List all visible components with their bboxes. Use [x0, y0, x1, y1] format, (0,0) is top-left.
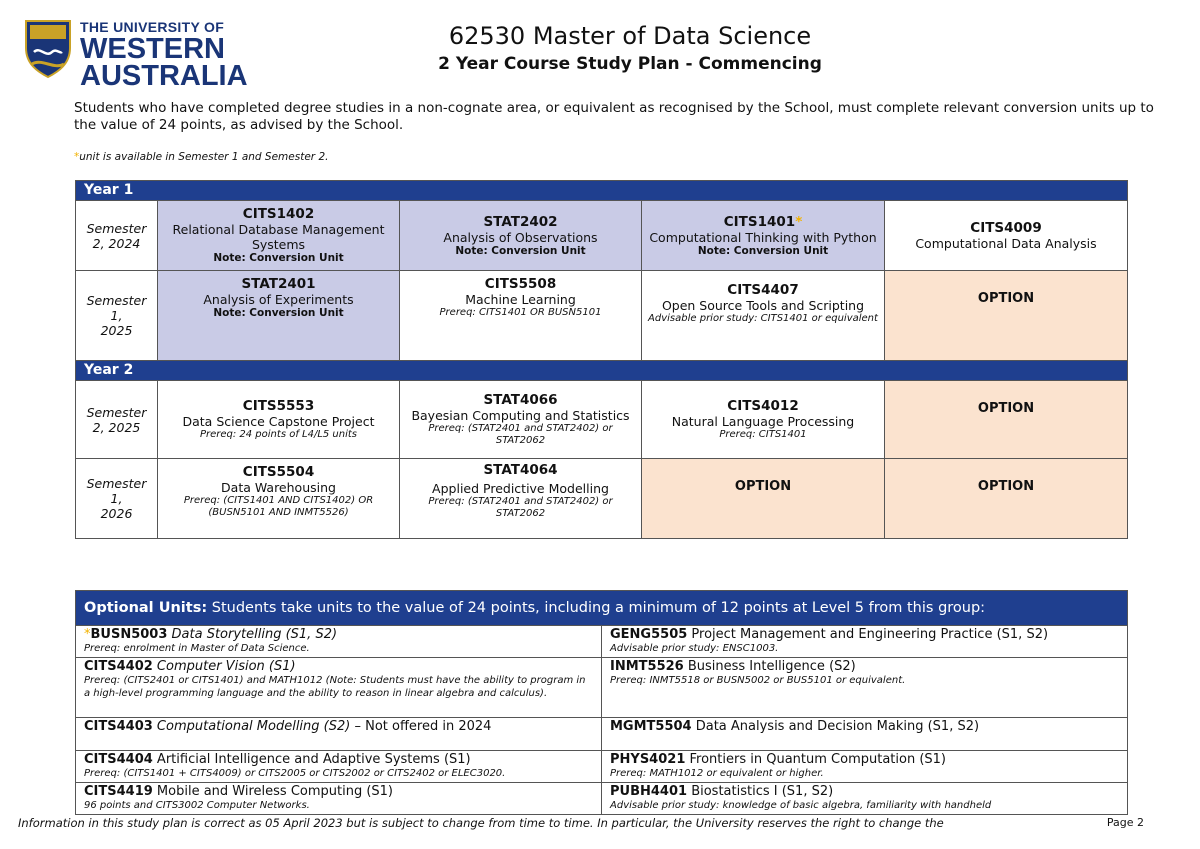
unit-code: BUSN5003	[90, 627, 168, 642]
star-marker: *	[84, 627, 91, 642]
unit-name: Computational Modelling (S2)	[152, 719, 351, 734]
unit-name: Frontiers in Quantum Computation (S1)	[685, 752, 946, 767]
unit-name: Computational Thinking with Python	[649, 229, 877, 245]
unit-code: INMT5526	[610, 659, 684, 674]
optional-units-header	[76, 591, 1128, 626]
table-row	[76, 381, 1128, 459]
unit-code: CITS4402	[84, 659, 153, 674]
unit-name: Data Warehousing	[221, 480, 336, 495]
unit-cell	[400, 271, 642, 361]
table-row	[76, 783, 1128, 815]
footer-disclaimer: Information in this study plan is correct as 05 April 2023 but is subject to change from time to time. In particular, the University reserves the right to change the	[18, 816, 944, 830]
unit-code: CITS4009	[970, 219, 1042, 236]
unit-name: Biostatistics I (S1, S2)	[687, 784, 834, 799]
availability-note-text: unit is available in Semester 1 and Semester 2.	[79, 151, 329, 163]
study-plan-table	[75, 180, 1128, 539]
unit-note: Note: Conversion Unit	[213, 307, 344, 319]
table-row	[76, 459, 1128, 539]
year-1-header	[76, 181, 1128, 201]
unit-cell	[400, 201, 642, 271]
semester-number: 1,	[110, 491, 123, 506]
unit-prereq: 96 points and CITS3002 Computer Networks.	[84, 800, 310, 811]
table-row	[76, 626, 1128, 658]
unit-note: Note: Conversion Unit	[455, 244, 586, 257]
optional-unit	[76, 718, 602, 751]
optional-unit	[602, 626, 1128, 658]
unit-prereq: Prereq: (STAT2401 and STAT2402) or STAT2062	[428, 496, 613, 519]
optional-unit	[602, 783, 1128, 815]
unit-cell	[400, 381, 642, 459]
unit-prereq: Advisable prior study: ENSC1003.	[610, 643, 779, 654]
logo-line-2: WESTERN	[80, 33, 225, 65]
table-row	[76, 658, 1128, 718]
semester-word: Semester	[86, 476, 147, 491]
optional-unit	[602, 751, 1128, 783]
unit-prereq: Prereq: (CITS1401 + CITS4009) or CITS2005 or CITS2002 or CITS2402 or ELEC3020.	[84, 768, 506, 779]
unit-cell	[158, 381, 400, 459]
intro-text: Students who have completed degree studies in a non-cognate area, or equivalent as recognised by the School, must complete relevant conversion units up to the value of 24 points, as advised by the School.	[74, 100, 1154, 133]
unit-prereq: Advisable prior study: CITS1401 or equivalent	[648, 313, 878, 324]
unit-name: Data Analysis and Decision Making (S1, S2)	[691, 719, 980, 734]
unit-name: Machine Learning	[465, 292, 576, 307]
semester-year: 2025	[100, 323, 133, 338]
page-number: Page 2	[1106, 816, 1144, 829]
unit-cell	[885, 201, 1128, 271]
unit-code: CITS4407	[727, 282, 799, 298]
optional-units-description: Students take units to the value of 24 points, including a minimum of 12 points at Level 5 from this group:	[207, 599, 986, 616]
star-marker: *	[795, 213, 803, 230]
optional-unit	[602, 658, 1128, 718]
unit-name: Natural Language Processing	[671, 413, 855, 429]
unit-prereq: Prereq: CITS1401	[719, 428, 807, 440]
unit-code: STAT4064	[483, 462, 558, 478]
unit-code: PHYS4021	[610, 752, 686, 767]
unit-code: MGMT5504	[610, 719, 692, 734]
option-cell: OPTION	[885, 271, 1128, 361]
unit-cell	[642, 271, 885, 361]
table-row	[76, 751, 1128, 783]
star-marker: *	[74, 151, 80, 163]
unit-code: CITS5508	[484, 276, 557, 292]
unit-name: Applied Predictive Modelling	[432, 481, 609, 496]
unit-prereq: Prereq: (CITS2401 or CITS1401) and MATH1012 (Note: Students must have the ability to program in a high-level programming language and the ability to reason in linear algebra and calculus).	[84, 675, 586, 699]
unit-cell	[158, 271, 400, 361]
unit-cell	[642, 381, 885, 459]
unit-name: Artificial Intelligence and Adaptive Systems (S1)	[152, 752, 471, 767]
unit-code: STAT2401	[241, 276, 316, 292]
unit-name: Business Intelligence (S2)	[683, 659, 856, 674]
unit-prereq: Prereq: (STAT2401 and STAT2402) or STAT2062	[428, 422, 613, 446]
unit-code: CITS5553	[242, 397, 315, 414]
table-row	[76, 201, 1128, 271]
unit-name: Project Management and Engineering Practice (S1, S2)	[687, 627, 1049, 642]
year-2-header	[76, 361, 1128, 381]
unit-code: CITS4419	[84, 784, 153, 799]
option-cell: OPTION	[642, 459, 885, 539]
unit-cell	[400, 459, 642, 539]
unit-name: Computer Vision (S1)	[152, 659, 296, 674]
logo-line-1: THE UNIVERSITY OF	[80, 19, 225, 35]
unit-name: Open Source Tools and Scripting	[661, 298, 865, 313]
year-2-label: Year 2	[76, 361, 1128, 381]
unit-code: CITS4404	[84, 752, 153, 767]
semester-number: 1,	[110, 308, 123, 323]
option-cell: OPTION	[885, 381, 1128, 459]
unit-note: Note: Conversion Unit	[213, 252, 344, 264]
unit-code: CITS4403	[84, 719, 153, 734]
unit-code: STAT2402	[483, 213, 558, 230]
unit-cell	[158, 459, 400, 539]
unit-note: Note: Conversion Unit	[697, 244, 829, 257]
optional-units-table	[75, 590, 1128, 815]
semester-label: Semester 2, 2024	[76, 201, 158, 271]
unit-prereq: Prereq: 24 points of L4/L5 units	[199, 428, 358, 440]
unit-name: Data Science Capstone Project	[182, 413, 375, 429]
unit-name: Mobile and Wireless Computing (S1)	[152, 784, 394, 799]
unit-cell	[158, 201, 400, 271]
unit-availability: – Not offered in 2024	[350, 719, 492, 734]
page-title: 62530 Master of Data Science	[448, 22, 812, 50]
page-subtitle: 2 Year Course Study Plan - Commencing	[438, 54, 822, 74]
optional-unit	[76, 626, 602, 658]
unit-code: CITS1402	[242, 206, 315, 222]
optional-units-title: Optional Units:	[84, 599, 208, 616]
unit-code: CITS4012	[727, 397, 799, 414]
table-row	[76, 718, 1128, 751]
availability-note	[74, 151, 328, 163]
unit-name: Analysis of Experiments	[203, 292, 354, 307]
unit-code: CITS1401	[723, 213, 796, 230]
option-cell: OPTION	[885, 459, 1128, 539]
semester-label	[76, 271, 158, 361]
unit-name: Data Storytelling (S1, S2)	[167, 627, 338, 642]
year-1-label: Year 1	[76, 181, 1128, 201]
unit-name: Computational Data Analysis	[915, 235, 1097, 251]
unit-prereq: Prereq: (CITS1401 AND CITS1402) OR (BUSN5101 AND INMT5526)	[183, 495, 374, 518]
optional-unit	[76, 751, 602, 783]
unit-name: Bayesian Computing and Statistics	[411, 407, 630, 423]
unit-cell	[642, 201, 885, 271]
unit-prereq: Prereq: MATH1012 or equivalent or higher.	[610, 768, 824, 779]
table-row	[76, 271, 1128, 361]
semester-label: Semester 2, 2025	[76, 381, 158, 459]
unit-prereq: Advisable prior study: knowledge of basic algebra, familiarity with handheld	[610, 800, 992, 811]
unit-code: PUBH4401	[610, 784, 688, 799]
unit-code-wrap	[646, 215, 880, 230]
semester-word: Semester	[86, 293, 147, 308]
optional-unit	[76, 783, 602, 815]
unit-prereq: Prereq: CITS1401 OR BUSN5101	[439, 307, 602, 318]
unit-code: GENG5505	[610, 627, 688, 642]
unit-name: Analysis of Observations	[443, 229, 598, 245]
unit-code: CITS5504	[242, 464, 315, 480]
unit-prereq: Prereq: enrolment in Master of Data Science.	[84, 643, 310, 654]
optional-unit	[76, 658, 602, 718]
semester-year: 2026	[100, 506, 133, 521]
unit-name: Relational Database Management Systems	[172, 222, 385, 252]
unit-code: STAT4066	[483, 391, 558, 408]
logo-line-3: AUSTRALIA	[80, 60, 248, 92]
optional-unit	[602, 718, 1128, 751]
unit-prereq: Prereq: INMT5518 or BUSN5002 or BUS5101 or equivalent.	[610, 675, 906, 686]
semester-label	[76, 459, 158, 539]
